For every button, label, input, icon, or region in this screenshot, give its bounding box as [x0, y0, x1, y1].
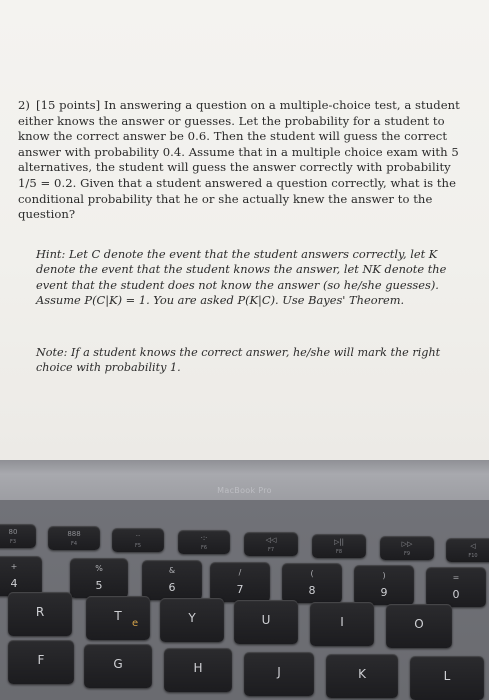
fkey-glyph: ·:· — [200, 534, 208, 542]
key-top-symbol: % — [95, 564, 103, 573]
key-letter: F — [37, 653, 45, 667]
key-t — [86, 596, 150, 640]
key-y — [160, 598, 224, 642]
key-6 — [142, 560, 202, 600]
fkey-sub: F10 — [468, 553, 478, 559]
key-i — [310, 602, 374, 646]
key-top-symbol: ( — [310, 569, 314, 578]
fkey-glyph: 80 — [8, 528, 18, 536]
key-number: 7 — [236, 583, 244, 596]
key-top-symbol: + — [10, 562, 18, 571]
key-h — [164, 648, 232, 692]
key-letter: I — [340, 615, 344, 629]
key-top-symbol: & — [168, 566, 176, 575]
fkey-glyph: ▷|| — [333, 538, 345, 546]
key-letter: K — [358, 667, 366, 681]
key-number: 5 — [95, 579, 103, 592]
note-paragraph: Note: If a student knows the correct answer, he/she will mark the right choice with probability 1. — [36, 346, 441, 374]
key-f — [8, 640, 74, 684]
key-u — [234, 600, 298, 644]
key-letter: H — [193, 661, 203, 675]
key-k — [326, 654, 398, 698]
fkey-3 — [112, 528, 164, 552]
problem-2 — [18, 98, 464, 223]
key-letter: L — [443, 669, 451, 683]
problem-points: [15 points] — [36, 98, 101, 112]
key-letter: O — [414, 617, 424, 631]
key-number: 8 — [308, 584, 316, 597]
fkey-glyph: ◁ — [470, 542, 476, 550]
key-letter: R — [35, 605, 45, 619]
key-5 — [70, 558, 128, 598]
key-top-symbol: / — [238, 568, 242, 577]
fkey-sub: F6 — [200, 545, 208, 551]
key-7 — [210, 562, 270, 602]
key-l — [410, 656, 484, 700]
fkey-7 — [380, 536, 434, 560]
key-top-symbol: ) — [382, 571, 386, 580]
fkey-sub: F5 — [134, 543, 142, 549]
problem-body: In answering a question on a multiple-choice test, a student either knows the answer or guesses. Let the probability for a student to know the correct answer be 0.6. Then the student will guess the correct answer with probability 0.4. Assume that in a multiple choice exam with 5 alternatives, the student will guess the answer correctly with probability 1/5 = 0.2. Given that a student answered a question correctly, what is the conditional probability that he or she actually knew the answer to the question? — [18, 98, 460, 222]
key-9 — [354, 565, 414, 605]
problem-number: 2) — [18, 98, 30, 112]
key-g — [84, 644, 152, 688]
key-letter: J — [277, 665, 281, 679]
fkey-4 — [178, 530, 230, 554]
fkey-sub: F9 — [403, 551, 411, 557]
key-4 — [0, 556, 42, 596]
fkey-8 — [446, 538, 489, 562]
fkey-sub: F8 — [335, 549, 343, 555]
fkey-5 — [244, 532, 298, 556]
key-number: 0 — [452, 588, 460, 601]
key-top-symbol: = — [452, 573, 460, 582]
key-letter: U — [261, 613, 271, 627]
fkey-sub: F7 — [267, 547, 275, 553]
key-number: 6 — [168, 581, 176, 594]
fkey-2 — [48, 526, 100, 550]
key-0 — [426, 567, 486, 607]
fkey-glyph: ▷▷ — [401, 540, 413, 548]
key-r — [8, 592, 72, 636]
key-8 — [282, 563, 342, 603]
key-letter: G — [113, 657, 123, 671]
fkey-sub: F3 — [9, 539, 17, 545]
fkey-sub: F4 — [70, 541, 78, 547]
sticker-mark: e — [132, 618, 139, 629]
fkey-1 — [0, 524, 36, 548]
fkey-6 — [312, 534, 366, 558]
key-letter: T — [114, 609, 122, 623]
fkey-glyph: 888 — [67, 530, 81, 538]
key-number: 4 — [10, 577, 18, 590]
fkey-glyph: ·· — [135, 532, 141, 540]
key-o — [386, 604, 452, 648]
laptop-brand-label: MacBook Pro — [217, 486, 272, 495]
key-letter: Y — [188, 611, 196, 625]
key-number: 9 — [380, 586, 388, 599]
key-j — [244, 652, 314, 696]
fkey-glyph: ◁◁ — [265, 536, 277, 544]
hint-paragraph: Hint: Let C denote the event that the student answers correctly, let K denote the event that the student knows the answer, let NK denote the event that the student does not know the answer (so he/she guesses). Assume P(C|K) = 1. You are asked P(K|C). Use Bayes' Theorem. — [36, 247, 447, 308]
